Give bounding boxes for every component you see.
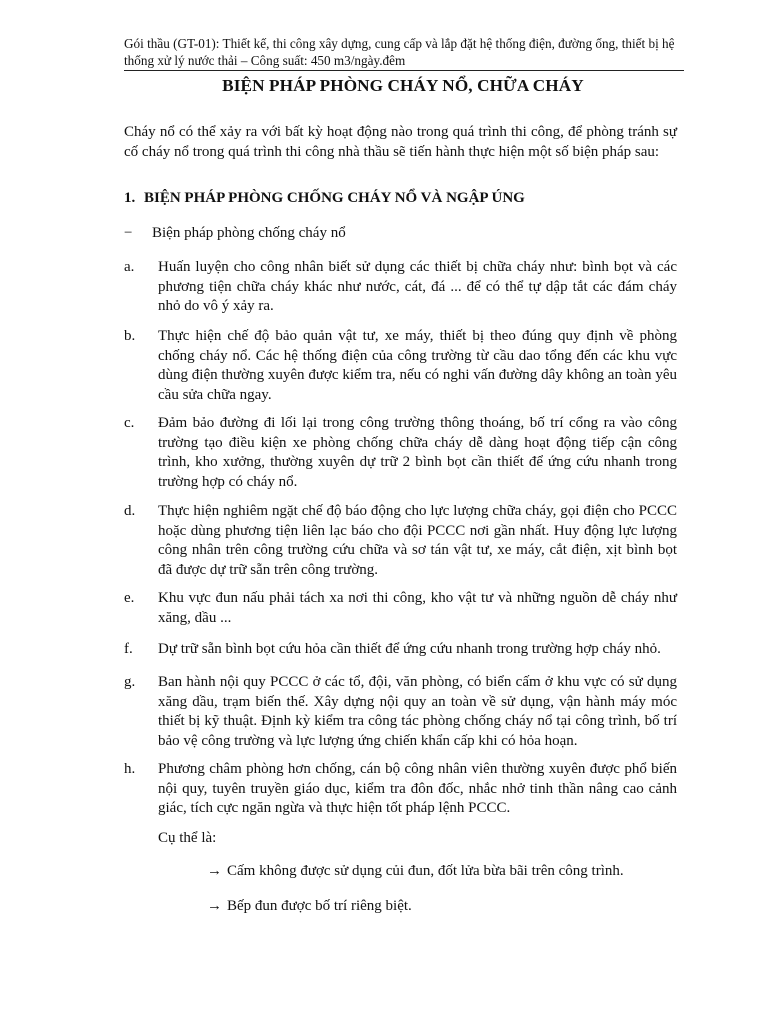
list-item-g [124, 673, 677, 751]
list-item-b [124, 327, 677, 405]
detail-item [207, 863, 624, 880]
list-item-text: Huấn luyện cho công nhân biết sử dụng các thiết bị chữa cháy như: bình bọt và các phương tiện chữa cháy khác như nước, cát, đá ... để có thể tự dập tắt các đám cháy nhỏ do vô ý xảy ra. [158, 259, 677, 314]
list-item-text: Thực hiện chế độ bảo quản vật tư, xe máy, thiết bị theo đúng quy định về phòng chống cháy nổ. Các hệ thống điện của công trường từ cầu dao tổng đến các khu vực dùng điện thường xuyên được kiểm tra, nếu có nghi vấn đường dây không an toàn yêu cầu sửa chữa ngay. [158, 328, 677, 403]
list-item-letter: f. [124, 641, 133, 657]
list-item-letter: g. [124, 674, 136, 690]
detail-text: Cấm không được sử dụng củi đun, đốt lửa bừa bãi trên công trình. [227, 863, 624, 879]
list-item-e [124, 589, 677, 628]
intro-paragraph: Cháy nổ có thể xảy ra với bất kỳ hoạt động nào trong quá trình thi công, để phòng tránh sự cố cháy nổ trong quá trình thi công nhà thầu sẽ tiến hành thực hiện một số biện pháp sau: [124, 124, 677, 160]
list-item-text: Thực hiện nghiêm ngặt chế độ báo động cho lực lượng chữa cháy, gọi điện cho PCCC hoặc dùng phương tiện liên lạc báo cho đội PCCC nơi gần nhất. Huy động lực lượng công nhân trên công trường cứu chữa và sơ tán vật tư, xe máy, cắt điện, xịt bình bọt đã được dự trữ sẵn trên công trường. [158, 503, 677, 578]
list-item-c [124, 414, 677, 492]
subsection-title: Biện pháp phòng chống cháy nổ [152, 225, 346, 241]
list-item-letter: b. [124, 328, 136, 344]
page-header: Gói thầu (GT-01): Thiết kế, thi công xây dựng, cung cấp và lắp đặt hệ thống điện, đường ống, thiết bị hệ thống xử lý nước thải – Công suất: 450 m3/ngày.đêm [124, 35, 684, 71]
list-item-letter: d. [124, 503, 136, 519]
subsection-heading [124, 225, 346, 242]
list-item-text: Khu vực đun nấu phải tách xa nơi thi công, kho vật tư và những nguồn dễ cháy như xăng, dầu ... [158, 590, 677, 626]
section-heading [124, 190, 684, 207]
list-item-text: Dự trữ sẵn bình bọt cứu hỏa cần thiết để ứng cứu nhanh trong trường hợp cháy nhỏ. [158, 641, 661, 657]
document-title: BIỆN PHÁP PHÒNG CHÁY NỔ, CHỮA CHÁY [222, 76, 584, 95]
list-item-text: Phương châm phòng hơn chống, cán bộ công nhân viên thường xuyên được phổ biến nội quy, tuyên truyền giáo dục, kiểm tra đôn đốc, nhắc nhở tinh thần nâng cao cảnh giác, tích cực ngăn ngừa và thực hiện tốt pháp lệnh PCCC. [158, 761, 677, 816]
list-item-letter: a. [124, 259, 135, 275]
list-item-f [124, 640, 677, 660]
list-item-text: Đảm bảo đường đi lối lại trong công trường thông thoáng, bố trí cổng ra vào công trường tạo điều kiện xe phòng chống chữa cháy dễ dàng hoạt động tiếp cận công trình, kho xưởng, thường xuyên dự trữ 2 bình bọt cần thiết để ứng cứu nhanh trong trường hợp có cháy nổ. [158, 415, 677, 490]
details-intro: Cụ thể là: [158, 830, 217, 846]
list-item-d [124, 502, 677, 580]
list-item-letter: h. [124, 761, 136, 777]
detail-item [207, 898, 412, 915]
list-item-text: Ban hành nội quy PCCC ở các tổ, đội, văn phòng, có biển cấm ở khu vực có sử dụng xăng dầu, trạm biến thế. Xây dựng nội quy an toàn về sử dụng, vận hành máy móc thiết bị kỹ thuật. Định kỳ kiểm tra công tác phòng chống cháy nổ tại công trình, bố trí bảo vệ công trường và lực lượng ứng chiến khẩn cấp khi có hỏa hoạn. [158, 674, 677, 749]
list-item-h [124, 760, 677, 819]
arrow-icon: → [207, 898, 222, 914]
section-number: 1. [124, 190, 136, 206]
section-title: BIỆN PHÁP PHÒNG CHỐNG CHÁY NỔ VÀ NGẬP ÚNG [144, 190, 525, 206]
dash-bullet: − [124, 225, 133, 241]
detail-text: Bếp đun được bố trí riêng biệt. [227, 898, 412, 914]
list-item-a [124, 258, 677, 317]
list-item-letter: c. [124, 415, 135, 431]
arrow-icon: → [207, 863, 222, 879]
list-item-letter: e. [124, 590, 135, 606]
